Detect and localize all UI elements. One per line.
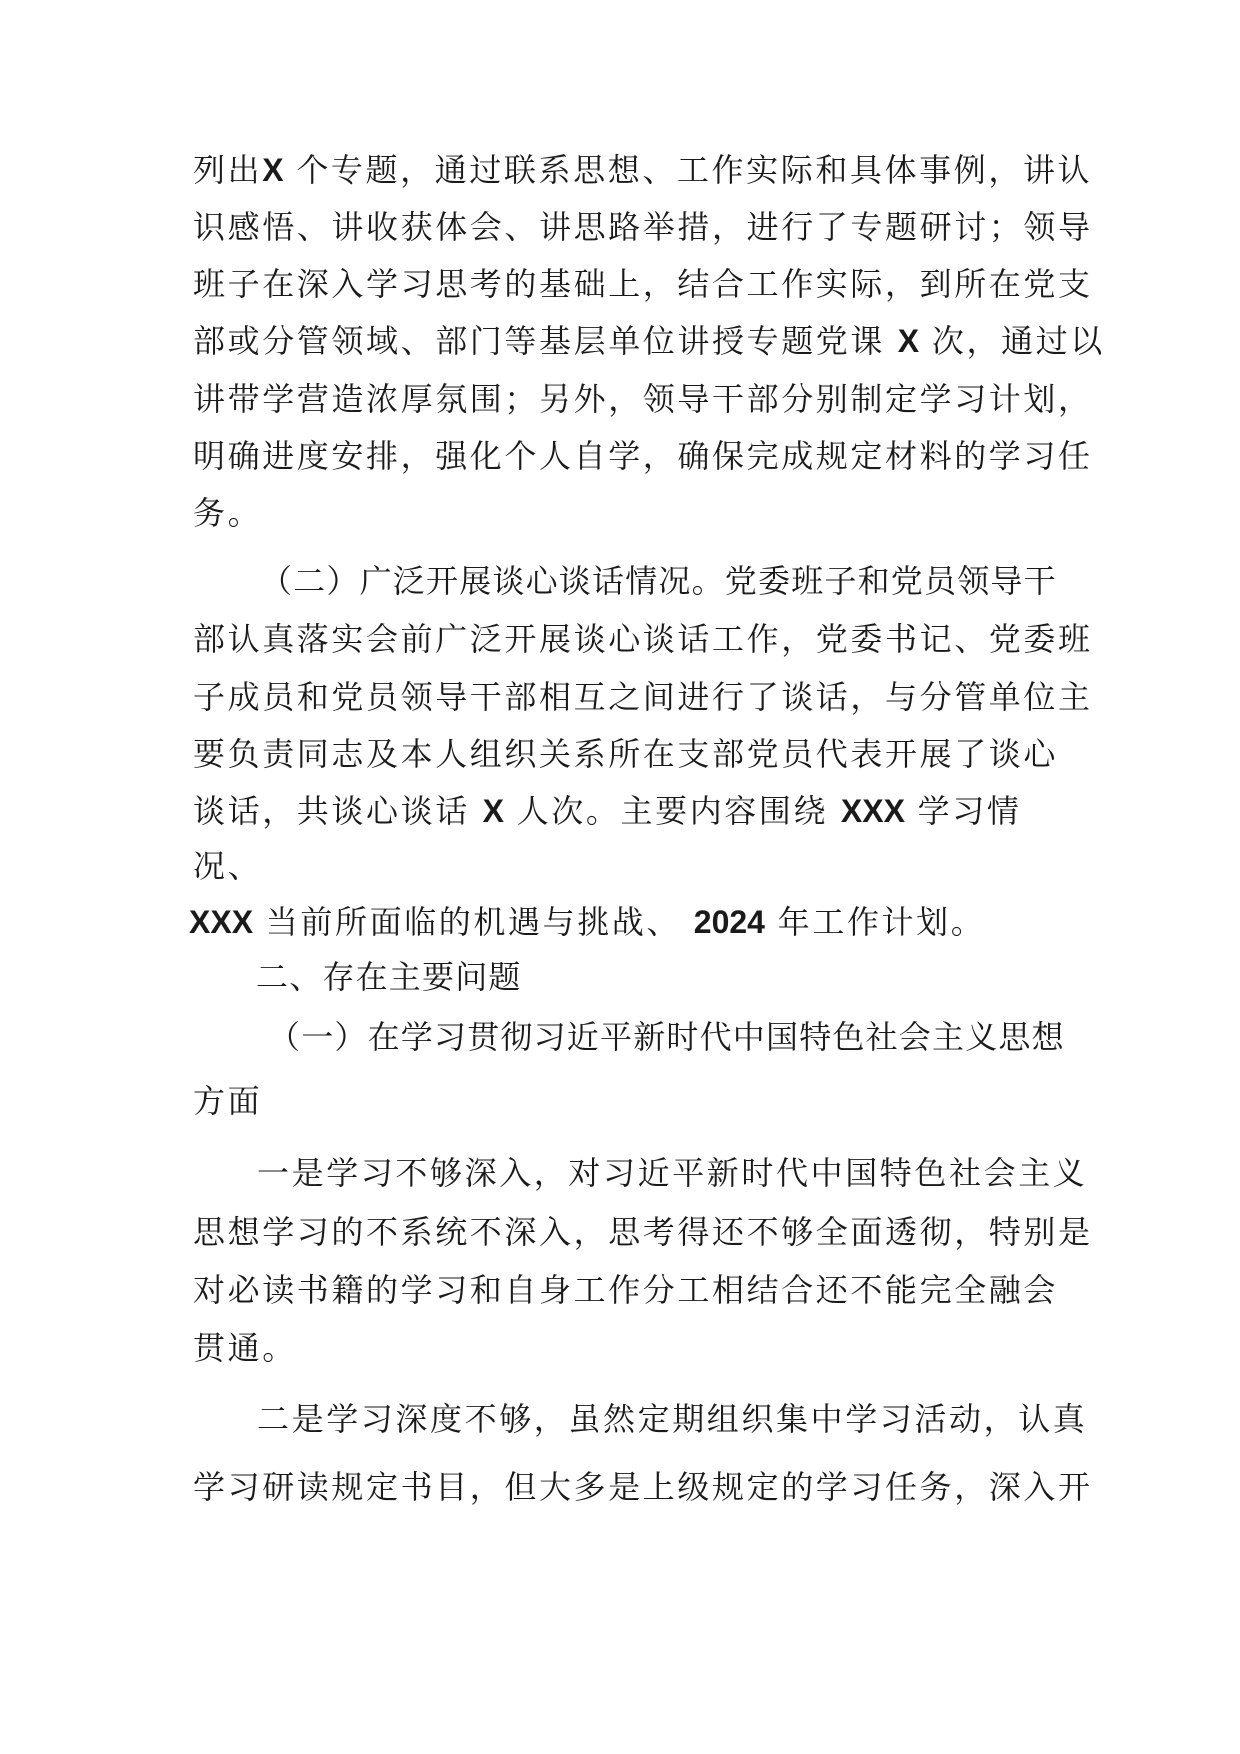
text-run: 方面 [193,1082,263,1120]
text-run: （二）广泛开展谈心谈话情况。党委班子和党员领导干 [260,562,1057,600]
text-run: 明确进度安排，强化个人自学，确保完成规定材料的学习任 [193,437,1093,475]
placeholder-count: X [262,152,284,188]
placeholder-count: X [482,793,504,829]
section-heading-2 [260,561,1057,601]
body-text-line [193,619,1093,659]
text-run: 学习情 [904,792,1022,830]
text-run: 二、存在主要问题 [256,958,522,996]
text-run: 人次。主要内容围绕 [503,792,841,830]
placeholder-topic: XXX [840,793,905,829]
text-run: 识感悟、讲收获体会、讲思路举措，进行了专题研讨；领导 [193,208,1093,246]
body-text-line [193,791,1021,831]
text-run: 务。 [193,494,263,532]
body-text-line [193,207,1093,247]
text-run: 讲带学营造浓厚氛围；另外，领导干部分别制定学习计划， [193,380,1093,418]
text-run: 况、 [193,847,263,885]
text-run: 贯通。 [193,1329,297,1367]
text-run: 部或分管领域、部门等基层单位讲授专题党课 [193,322,898,360]
body-text-line [193,493,262,533]
body-text-line [193,1081,262,1121]
text-run: 当前所面临的机遇与挑战、 [253,903,694,941]
text-run: 要负责同志及本人组织关系所在支部党员代表开展了谈心 [193,735,1059,773]
body-text-line [193,150,1092,190]
body-text-line [193,1212,1093,1252]
text-run: （一）在学习贯彻习近平新时代中国特色社会主义思想 [268,1018,1065,1056]
text-run: 谈话，共谈心谈话 [193,792,483,830]
text-run: 学习研读规定书目，但大多是上级规定的学习任务，深入开 [193,1468,1093,1506]
text-run: 班子在深入学习思考的基础上，结合工作实际，到所在党支 [193,265,1093,303]
placeholder-count: X [897,323,920,359]
body-text-line [193,846,262,886]
text-run: 列出 [193,151,263,189]
body-text-line [257,1153,1087,1193]
year-value: 2024 [693,904,765,940]
body-text-line [189,902,985,942]
body-text-line [193,677,1093,717]
text-run: 子成员和党员领导干部相互之间进行了谈话，与分管单位主 [193,678,1093,716]
body-text-line [193,321,1105,361]
text-run: 次，通过以 [919,322,1105,360]
section-heading-1 [256,957,522,997]
body-text-line [193,734,1058,774]
text-run: 一是学习不够深入，对习近平新时代中国特色社会主义 [257,1154,1088,1192]
body-text-line [257,1399,1087,1439]
body-text-line [193,1270,1058,1310]
body-text-line [193,436,1093,476]
section-heading-2 [268,1017,1065,1057]
body-text-line [193,379,1093,419]
text-run: 思想学习的不系统不深入，思考得还不够全面透彻，特别是 [193,1213,1093,1251]
text-run: 对必读书籍的学习和自身工作分工相结合还不能完全融会 [193,1271,1059,1309]
body-text-line [193,1467,1093,1507]
text-run: 部认真落实会前广泛开展谈心谈话工作，党委书记、党委班 [193,620,1093,658]
text-run: 二是学习深度不够，虽然定期组织集中学习活动，认真 [257,1400,1088,1438]
placeholder-topic: XXX [189,904,254,940]
body-text-line [193,1328,297,1368]
text-run: 个专题，通过联系思想、工作实际和具体事例，讲认 [283,151,1093,189]
body-text-line [193,264,1093,304]
text-run: 年工作计划。 [764,903,986,941]
